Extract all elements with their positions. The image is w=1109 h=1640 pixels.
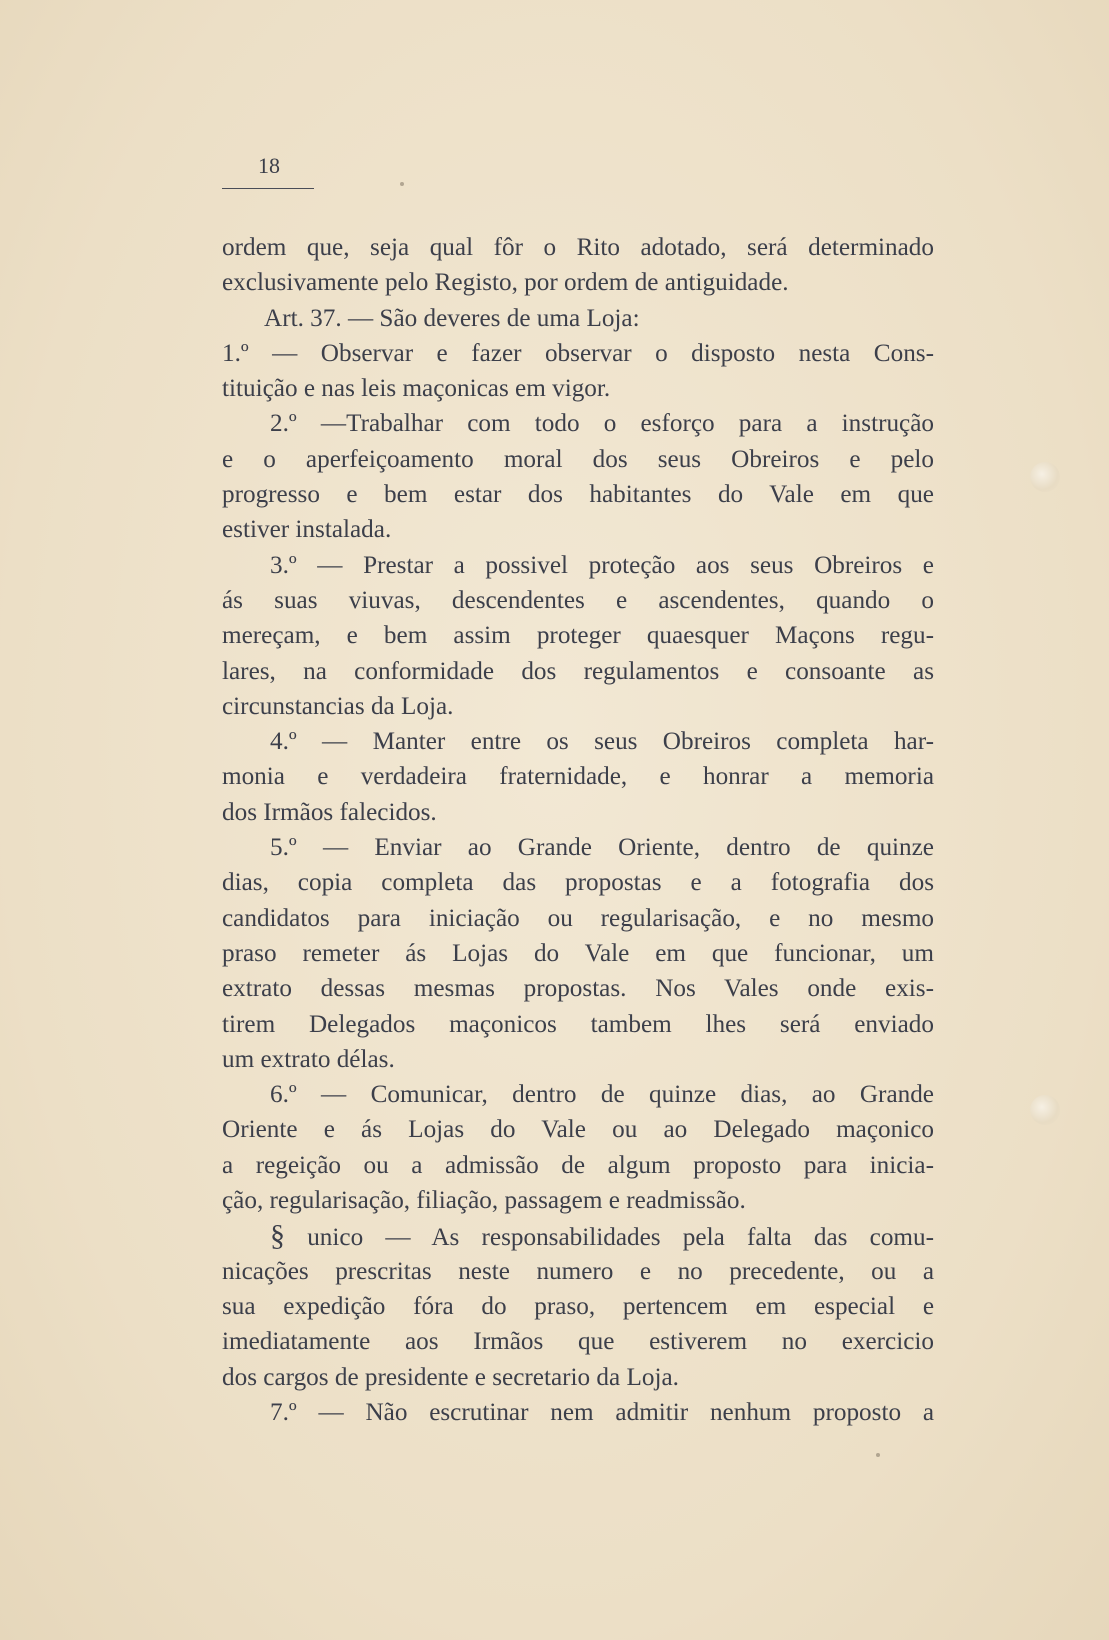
text-line: dias, copia completa das propostas e a fotografia dos	[222, 869, 934, 897]
binding-hole	[1030, 1095, 1060, 1125]
text-line: 2.º —Trabalhar com todo o esforço para a instrução	[270, 410, 934, 438]
text-line: sua expedição fóra do praso, pertencem em especial e	[222, 1292, 934, 1320]
text-line: lares, na conformidade dos regulamentos e consoante as	[222, 657, 934, 685]
page-number: 18	[258, 153, 280, 178]
section-text: unico — As responsabilidades pela falta das comu-	[307, 1224, 934, 1252]
text-line: 1.º — Observar e fazer observar o disposto nesta Cons-	[222, 339, 934, 367]
text-line: progresso e bem estar dos habitantes do Vale em que	[222, 481, 934, 509]
text-line: praso remeter ás Lojas do Vale em que funcionar, um	[222, 939, 934, 967]
text-line: 3.º — Prestar a possivel proteção aos seus Obreiros e	[270, 551, 934, 579]
text-line: 7.º — Não escrutinar nem admitir nenhum proposto a	[270, 1398, 934, 1426]
text-line: tituição e nas leis maçonicas em vigor.	[222, 375, 611, 403]
page-number-rule	[222, 188, 314, 189]
text-line: imediatamente aos Irmãos que estiverem no exercicio	[222, 1328, 934, 1356]
text-line: ção, regularisação, filiação, passagem e readmissão.	[222, 1187, 746, 1215]
text-line: ordem que, seja qual fôr o Rito adotado, será determinado	[222, 234, 934, 261]
text-line: mereçam, e bem assim proteger quaesquer Maçons regu-	[222, 622, 934, 650]
text-line: extrato dessas mesmas propostas. Nos Vales onde exis-	[222, 975, 934, 1003]
text-line: dos Irmãos falecidos.	[222, 798, 437, 826]
text-line: circunstancias da Loja.	[222, 692, 454, 720]
paper-speck	[400, 182, 404, 186]
text-line: tirem Delegados maçonicos tambem lhes será enviado	[222, 1010, 934, 1038]
text-line: 6.º — Comunicar, dentro de quinze dias, ao Grande	[270, 1081, 934, 1109]
text-line: exclusivamente pelo Registo, por ordem de antiguidade.	[222, 269, 789, 297]
text-line: monia e verdadeira fraternidade, e honrar a memoria	[222, 763, 934, 791]
text-line: e o aperfeiçoamento moral dos seus Obreiros e pelo	[222, 445, 934, 473]
paper-speck	[876, 1453, 880, 1457]
text-line: Art. 37. — São deveres de uma Loja:	[264, 304, 640, 332]
text-line	[222, 1218, 934, 1253]
text-line: ás suas viuvas, descendentes e ascendentes, quando o	[222, 586, 934, 614]
binding-hole	[1030, 462, 1060, 492]
text-line: 5.º — Enviar ao Grande Oriente, dentro de quinze	[270, 834, 934, 862]
text-line: a regeição ou a admissão de algum proposto para inicia-	[222, 1151, 934, 1179]
text-line: um extrato délas.	[222, 1045, 395, 1073]
text-line: 4.º — Manter entre os seus Obreiros completa har-	[270, 728, 934, 756]
text-line: Oriente e ás Lojas do Vale ou ao Delegado maçonico	[222, 1116, 934, 1144]
body-text	[222, 230, 934, 1430]
text-line: candidatos para iniciação ou regularisação, e no mesmo	[222, 904, 934, 932]
section-sign: §	[270, 1219, 285, 1253]
text-line: estiver instalada.	[222, 516, 392, 544]
text-line: dos cargos de presidente e secretario da Loja.	[222, 1363, 679, 1391]
text-line: nicações prescritas neste numero e no precedente, ou a	[222, 1257, 934, 1285]
